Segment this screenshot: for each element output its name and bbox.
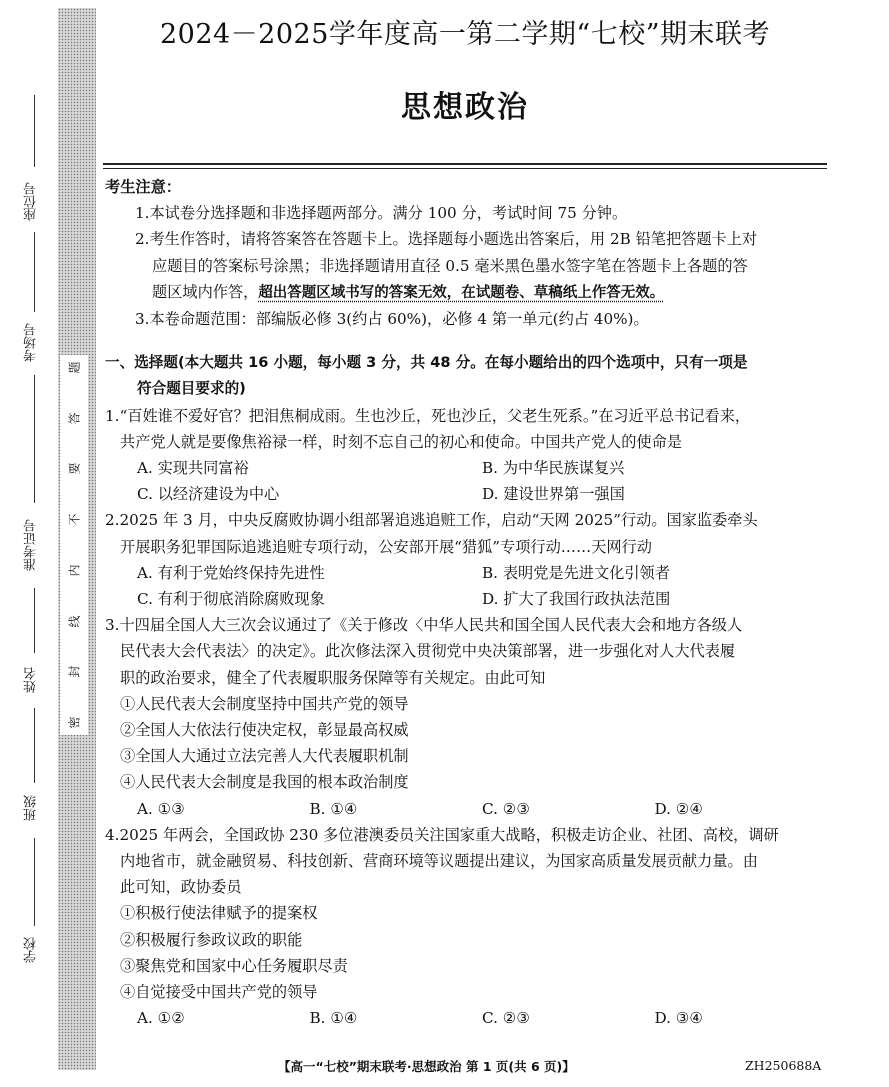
- question-stem: 此可知，政协委员: [120, 878, 242, 897]
- seat-number-label: 座位号: [24, 182, 39, 222]
- notice-text: 题区域内作答，: [152, 282, 259, 301]
- seal-char: 内: [67, 564, 82, 577]
- seal-char: 答: [67, 412, 82, 425]
- seal-char: 不: [67, 513, 82, 526]
- seal-char: 封: [67, 665, 82, 678]
- answer-options: [105, 1005, 827, 1031]
- section-heading: 一、选择题(本大题共 16 小题，每小题 3 分，共 48 分。在每小题给出的四个选项中，只有一项是: [105, 354, 748, 372]
- option-d: D. 建设世界第一强国: [482, 485, 625, 504]
- question-stem: 2.2025 年 3 月，中央反腐败协调小组部署追逃追赃工作，启动“天网 2025”行动。国家监委牵头: [105, 511, 758, 530]
- school-label: 学校: [24, 937, 39, 963]
- option-a: A. ①②: [137, 1009, 185, 1028]
- option-c: C. ②③: [482, 1009, 530, 1028]
- admission-number-label: 准考证号: [24, 519, 39, 571]
- exam-content: [105, 174, 827, 1032]
- notice-item: 3.本卷命题范围：部编版必修 3(约占 60%)，必修 4 第一单元(约占 40%)。: [135, 310, 649, 329]
- answer-options: [105, 586, 827, 612]
- seal-char: 线: [67, 615, 82, 628]
- question-stem: 民代表大会代表法〉的决定》。此次修法深入贯彻党中央决策部署，进一步强化对人大代表履: [120, 642, 736, 661]
- statement: ②积极履行参政议政的职能: [120, 930, 303, 949]
- option-b: B. 为中华民族谋复兴: [482, 459, 625, 478]
- seal-char: 要: [67, 462, 82, 475]
- question-stem: 职的政治要求，健全了代表履职服务保障等有关规定。由此可知: [120, 668, 546, 687]
- answer-options: [105, 560, 827, 586]
- answer-options: [105, 481, 827, 507]
- statement: ④人民代表大会制度是我国的根本政治制度: [120, 773, 409, 792]
- notice-item: 1.本试卷分选择题和非选择题两部分。满分 100 分，考试时间 75 分钟。: [135, 204, 628, 223]
- option-c: C. 以经济建设为中心: [137, 485, 280, 504]
- exam-room-label: 考场号: [24, 323, 39, 363]
- option-b: B. ①④: [309, 1009, 358, 1028]
- notice-item: 应题目的答案标号涂黑；非选择题请用直径 0.5 毫米黑色墨水签字笔在答题卡上各题的答: [152, 256, 748, 275]
- section-heading: 符合题目要求的): [137, 380, 246, 398]
- notice-item: 2.考生作答时，请将答案答在答题卡上。选择题每小题选出答案后，用 2B 铅笔把答题卡上对: [135, 230, 758, 249]
- option-c: C. ②③: [482, 799, 530, 818]
- seal-char: 密: [67, 716, 82, 729]
- subject-title: 思想政治: [401, 90, 529, 125]
- class-line: [34, 708, 35, 783]
- header-rule-thin: [103, 168, 827, 169]
- question-stem: 共产党人就是要像焦裕禄一样，时刻不忘自己的初心和使命。中国共产党人的使命是: [120, 432, 682, 451]
- option-b: B. 表明党是先进文化引领者: [482, 563, 670, 582]
- name-label: 姓名: [24, 667, 39, 693]
- seat-number-line: [34, 95, 35, 167]
- exam-title: 2024－2025学年度高一第二学期“七校”期末联考: [159, 19, 771, 50]
- statement: ④自觉接受中国共产党的领导: [120, 983, 318, 1002]
- answer-options: [105, 455, 827, 481]
- statement: ③聚焦党和国家中心任务履职尽责: [120, 956, 348, 975]
- school-line: [34, 838, 35, 926]
- option-c: C. 有利于彻底消除腐败现象: [137, 590, 325, 609]
- paper-code: ZH250688A: [745, 1058, 822, 1073]
- notice-item: [105, 279, 827, 306]
- statement: ③全国人大通过立法完善人大代表履职机制: [120, 747, 409, 766]
- name-line: [34, 588, 35, 653]
- statement: ①积极行使法律赋予的提案权: [120, 904, 318, 923]
- statement: ②全国人大依法行使决定权，彰显最高权威: [120, 721, 409, 740]
- option-d: D. ③④: [654, 1009, 704, 1028]
- option-b: B. ①④: [309, 799, 358, 818]
- question-stem: 内地省市，就金融贸易、科技创新、营商环境等议题提出建议，为国家高质量发展贡献力量。由: [120, 852, 758, 871]
- exam-room-line: [34, 232, 35, 312]
- notice-emphasis: 超出答题区域书写的答案无效，在试题卷、草稿纸上作答无效。: [258, 284, 665, 301]
- statement: ①人民代表大会制度坚持中国共产党的领导: [120, 694, 409, 713]
- question-stem: 4.2025 年两会，全国政协 230 多位港澳委员关注国家重大战略，积极走访企业、社团、高校，调研: [105, 825, 779, 844]
- header-rule: [103, 163, 827, 165]
- option-d: D. 扩大了我国行政执法范围: [482, 590, 671, 609]
- notice-heading: 考生注意：: [105, 178, 181, 196]
- class-label: 班级: [24, 795, 39, 821]
- question-stem: 开展职务犯罪国际追逃追赃专项行动，公安部开展“猎狐”专项行动……天网行动: [120, 537, 652, 556]
- seal-notice: [60, 355, 88, 735]
- seal-char: 题: [67, 361, 82, 374]
- answer-options: [105, 796, 827, 822]
- option-a: A. ①③: [137, 799, 185, 818]
- page-footer: 【高一“七校”期末联考·思想政治 第 1 页(共 6 页)】: [278, 1059, 575, 1074]
- question-stem: 3.十四届全国人大三次会议通过了《关于修改〈中华人民共和国全国人民代表大会和地方各级人: [105, 616, 743, 635]
- question-stem: 1.“百姓谁不爱好官？把泪焦桐成雨。生也沙丘，死也沙丘，父老生死系。”在习近平总书记看来，: [105, 406, 751, 425]
- option-d: D. ②④: [654, 799, 704, 818]
- admission-number-line: [34, 375, 35, 503]
- option-a: A. 实现共同富裕: [137, 459, 249, 478]
- option-a: A. 有利于党始终保持先进性: [137, 563, 325, 582]
